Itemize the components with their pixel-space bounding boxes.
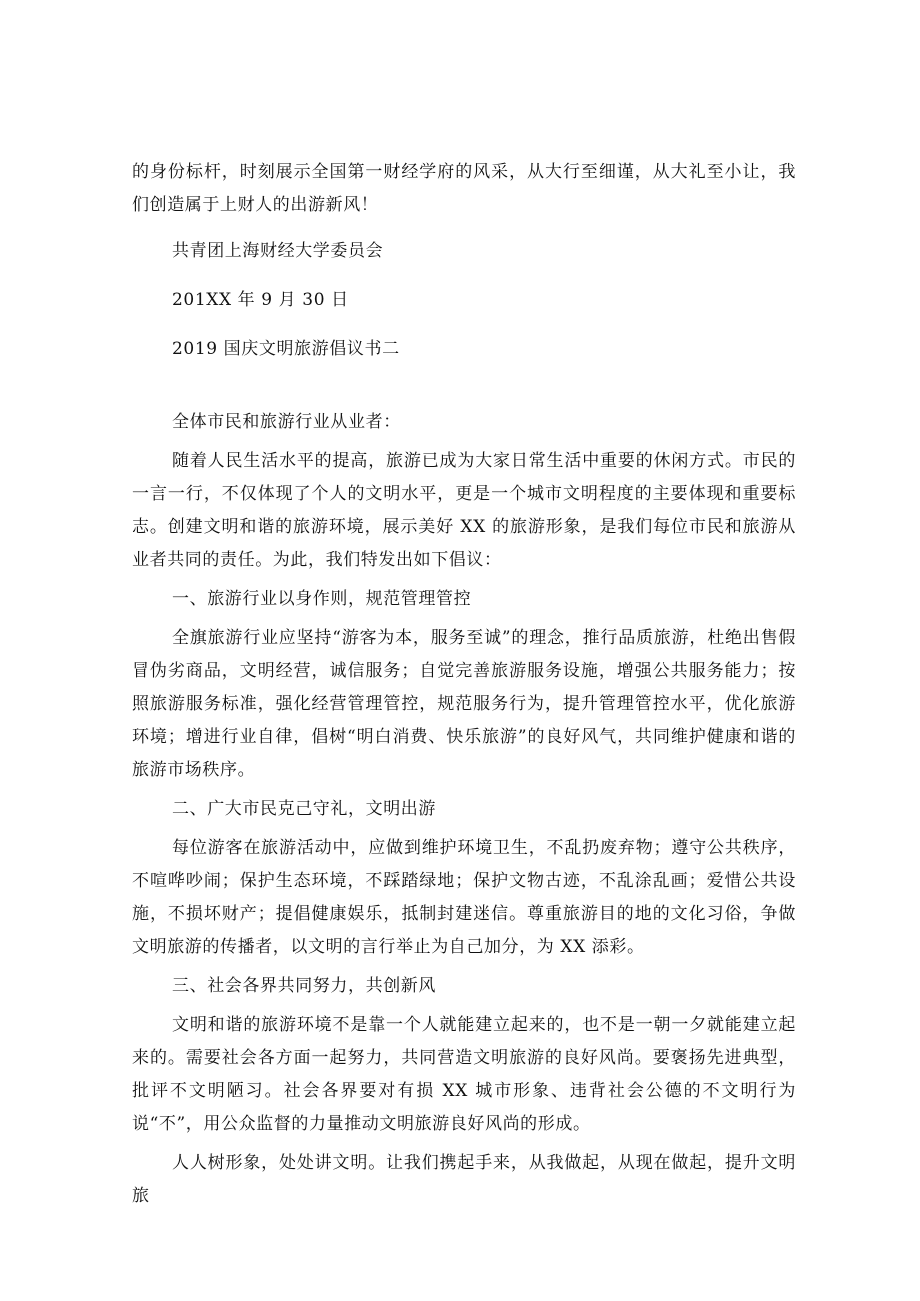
section-heading: 三、社会各界共同努力，共创新风 — [172, 976, 436, 996]
section-body: 每位游客在旅游活动中，应做到维护环境卫生，不乱扔废弃物；遵守公共秩序，不喧哗吵闹；保护生态环境，不踩踏绿地；保护文物古迹，不乱涂乱画；爱惜公共设施，不损坏财产；提倡健康娱乐，抵制封建迷信。尊重旅游目的地的文化习俗，争做文明旅游的传播者，以文明的言行举止为自己加分，为 XX 添彩。 — [132, 838, 796, 957]
document-page — [132, 156, 796, 1213]
section-heading: 一、旅游行业以身作则，规范管理管控 — [172, 589, 472, 609]
section-body: 文明和谐的旅游环境不是靠一个人就能建立起来的，也不是一朝一夕就能建立起来的。需要社会各方面一起努力，共同营造文明旅游的良好风尚。要褒扬先进典型，批评不文明陋习。社会各界要对有损 XX 城市形象、违背社会公德的不文明行为说“不”，用公众监督的力量推动文明旅游良好风尚的形成。 — [132, 1015, 796, 1134]
salutation: 全体市民和旅游行业从业者： — [172, 412, 401, 432]
signature-date: 201XX 年 9 月 30 日 — [172, 290, 349, 310]
closing-paragraph: 人人树形象，处处讲文明。让我们携起手来，从我做起，从现在做起，提升文明旅 — [132, 1153, 796, 1206]
signature-organization: 共青团上海财经大学委员会 — [172, 241, 384, 261]
section-heading: 二、广大市民克己守礼，文明出游 — [172, 799, 436, 819]
section-body: 全旗旅游行业应坚持“游客为本，服务至诚”的理念，推行品质旅游，杜绝出售假冒伪劣商品，文明经营，诚信服务；自觉完善旅游服务设施，增强公共服务能力；按照旅游服务标准，强化经营管理管控，规范服务行为，提升管理管控水平，优化旅游环境；增进行业自律，倡树“明白消费、快乐旅游”的良好风气，共同维护健康和谐的旅游市场秩序。 — [132, 628, 796, 780]
document-title: 2019 国庆文明旅游倡议书二 — [172, 339, 400, 359]
continuation-paragraph: 的身份标杆，时刻展示全国第一财经学府的风采，从大行至细谨，从大礼至小让，我们创造属于上财人的出游新风！ — [132, 162, 796, 215]
intro-paragraph: 随着人民生活水平的提高，旅游已成为大家日常生活中重要的休闲方式。市民的一言一行，不仅体现了个人的文明水平，更是一个城市文明程度的主要体现和重要标志。创建文明和谐的旅游环境，展示美好 XX 的旅游形象，是我们每位市民和旅游从业者共同的责任。为此，我们特发出如下倡议： — [132, 451, 796, 570]
